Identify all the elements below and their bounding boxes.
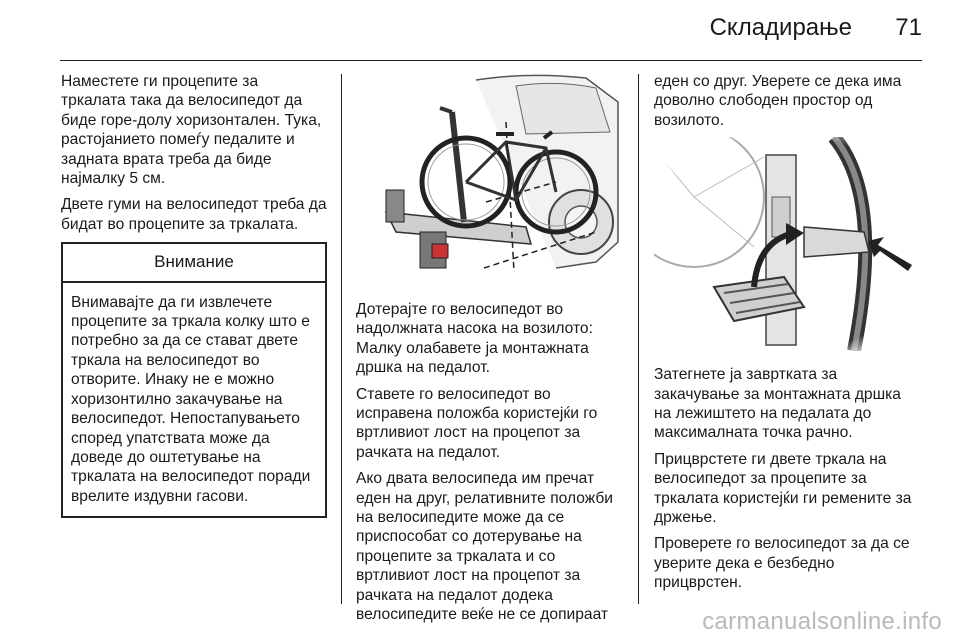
- warning-title: Внимание: [63, 244, 325, 282]
- header-divider: [60, 60, 922, 61]
- paragraph: еден со друг. Уверете се дека има доволно слободен простор од возилото.: [654, 73, 902, 129]
- paragraph: Прицврстете ги двете тркала на велосипедот за процепите за тркалата користејќи ги ремените за држење.: [654, 450, 912, 527]
- warning-body: Внимавајте да ги извлечете процепите за тркала колку што е потребно за да се стават двете тркала на велосипедот во отворите. Инаку не е можно хоризонтилно закачување на велосипедот. Непостапувањето според упатствата може да доведе до оштетување на тркалата на велосипедот поради врелите издувни гасови.: [71, 293, 311, 505]
- column-right: [654, 72, 922, 600]
- warning-box: [61, 242, 327, 518]
- watermark: carmanualsonline.info: [702, 608, 942, 635]
- column-middle: [356, 72, 622, 632]
- page-number: 71: [895, 14, 922, 41]
- pedal-mount-drawing: [654, 137, 920, 351]
- paragraph: Ако двата велосипеда им пречат еден на друг, релативните положби на велосипедите може да се приспособат со дотерување на процепите за тркалата и со вртливиот лост на процепот за рачката на педалот додека велосипедите веќе не се допираат: [356, 470, 613, 624]
- paragraph: Затегнете ја завртката за закачување за монтажната дршка на лежиштето на педалата до максималната точка рачно.: [654, 366, 901, 442]
- section-title: Складирање: [709, 14, 852, 41]
- paragraph: Проверете го велосипедот за да се уверите дека е безбедно прицврстен.: [654, 535, 910, 592]
- bike-carrier-drawing: [356, 72, 622, 286]
- column-divider-2: [638, 74, 639, 604]
- bike-carrier-illustration: [356, 72, 622, 286]
- pedal-mount-illustration: [654, 137, 920, 351]
- paragraph: Наместете ги процепите за тркалата така да велосипедот да биде горе-долу хоризонтален. Тука, растојанието помеѓу педалите и задната врата треба да биде најмалку 5 см.: [61, 73, 322, 188]
- paragraph: Двете гуми на велосипедот треба да бидат во процепите за тркалата.: [61, 196, 327, 233]
- column-divider-1: [341, 74, 342, 604]
- paragraph: Дотерајте го велосипедот во надолжната насока на возилото: Малку олабавете ја монтажната дршка на педалот.: [356, 301, 593, 377]
- page-header: [0, 0, 960, 62]
- column-left: [61, 72, 327, 518]
- paragraph: Ставете го велосипедот во исправена положба користејќи го вртливиот лост на процепот за рачката на педалот.: [356, 385, 598, 461]
